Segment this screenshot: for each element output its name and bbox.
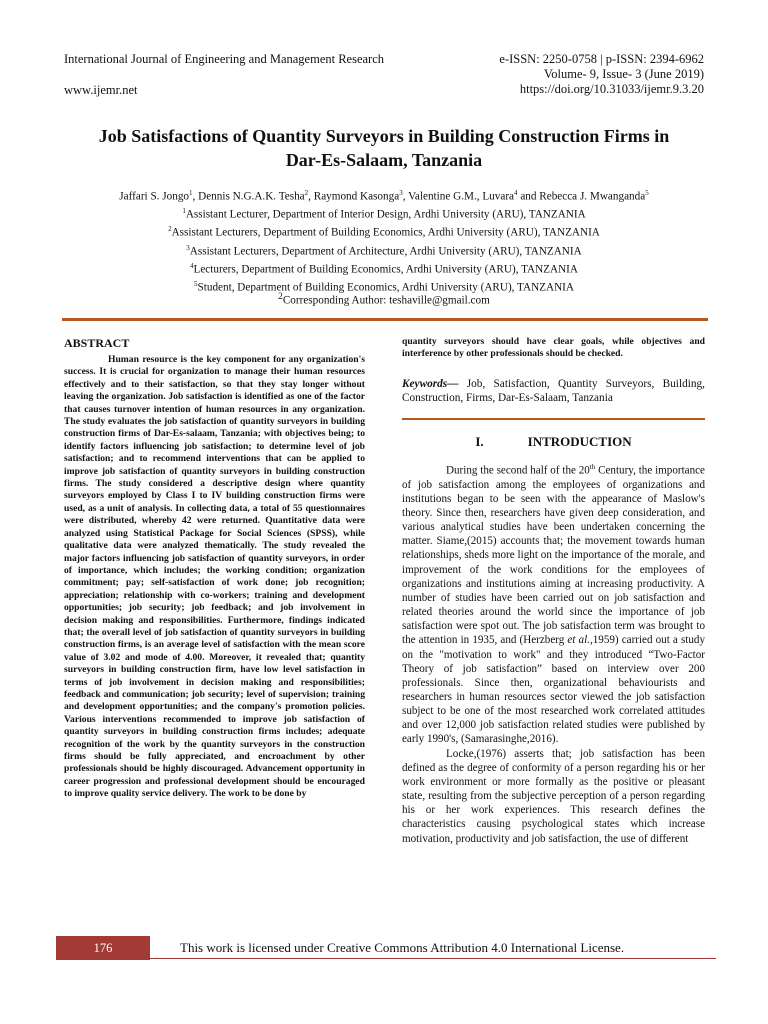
- author-name: , Dennis N.G.A.K. Tesha: [192, 190, 305, 203]
- abstract-heading: ABSTRACT: [64, 336, 130, 350]
- footer-rule: [150, 958, 716, 959]
- intro-paragraph-1: [402, 460, 705, 747]
- page-number: 176: [56, 936, 150, 960]
- author-marker: 3: [399, 189, 403, 197]
- affiliation-marker: 4: [190, 261, 194, 270]
- ordinal-suffix: th: [589, 462, 596, 471]
- keywords: [402, 377, 705, 405]
- author-name: and Rebecca J. Mwanganda: [517, 190, 646, 203]
- section-divider: [402, 418, 705, 420]
- section-heading: [402, 434, 705, 450]
- journal-website[interactable]: www.ijemr.net: [64, 83, 138, 97]
- corresponding-author: [60, 292, 708, 307]
- abstract-text: Human resource is the key component for any organization's success. It is crucial for organization to manage their human resources effectively and to their satisfaction, so that they stay longer without leaving the organization. Job satisfaction is identified as one of the factor that causes turnover intention of human resources in any organization. The study evaluates the job satisfaction of quantity surveyors in building construction firms of Dar-Es-salaam, Tanzania; with objectives being; to identify factors influencing job satisfaction; to determine level of job satisfaction; and to recommend interventions that can be applied to improve job satisfaction of quantity surveyors in building construction firms. The study considered a descriptive design where quantity surveyors employed by Class I to IV building construction firms were used, as a unit of analysis. In collecting data, a total of 55 questionnaires were distributed, whereby 42 were returned. Quantitative data were analyzed using Statistical Package for Social Sciences (SPSS), while qualitative data were analyzed thematically. The study revealed the major factors influencing job satisfaction of quantity surveyors, in order of importance, which includes; the working condition; organization commitment; pay; self-satisfaction of work done; job recognition; appreciation; relationship with co-workers; training and development opportunities; job security; job feedback; and job involvement in decision making and responsibilities. Furthermore, findings indicated that; the overall level of job satisfaction of quantity surveyors in building construction firms, is an average level of satisfaction with the mean score value of 3.02 and mode of 4.00. Moreover, it revealed that; quantity surveyors in building construction firm, have low level satisfaction in terms of job involvement in decision making and responsibilities; feedback and communication; job security; level of supervision; training and development opportunities; and the company's promotion policies. Various interventions recommended to improve job satisfaction of quantity surveyors in building construction firms includes; adequate recognition of the work by the quantity surveyors in the construction firms should be fully appreciated, and encroachment by other professionals should be highly discouraged. Advancement opportunity in career progression and professional development should be encouraged to improve quality service delivery. The work to be done by: [64, 354, 365, 800]
- page-footer: [56, 936, 716, 960]
- abstract-continued: quantity surveyors should have clear goals, while objectives and interference by other professionals should be checked.: [402, 336, 705, 360]
- text-run: During the second half of the 20: [446, 464, 590, 477]
- affiliation: [60, 259, 708, 277]
- author-block: [60, 186, 708, 295]
- affiliation-text: Student, Department of Building Economics, Ardhi University (ARU), TANZANIA: [197, 281, 574, 294]
- affiliation-text: Assistant Lecturers, Department of Building Economics, Ardhi University (ARU), TANZANIA: [171, 227, 600, 240]
- license-notice: This work is licensed under Creative Commons Attribution 4.0 International License.: [180, 940, 625, 955]
- issn: e-ISSN: 2250-0758 | p-ISSN: 2394-6962: [499, 52, 704, 66]
- text-run: ,1959) carried out a study on the "motivation to work" and they introduced “Two-Factor Theory of job satisfaction” based on interview over 200 professionals. Since then, organizational behaviourists and researchers in human resources sector viewed the job satisfaction subject to be one of the most researched work correlated attitudes and over 12,000 job satisfaction related studies were published by early 1990's, (Samarasinghe,2016).: [402, 634, 705, 746]
- volume-issue: Volume- 9, Issue- 3 (June 2019): [543, 67, 704, 81]
- affiliation-marker: 2: [168, 225, 172, 234]
- paper-title-line-2: Dar-Es-Salaam, Tanzania: [285, 150, 483, 170]
- affiliation: [60, 204, 708, 222]
- affiliation: [60, 222, 708, 240]
- author-name: Jaffari S. Jongo: [119, 190, 190, 203]
- right-column: [402, 336, 705, 846]
- header-divider: [62, 318, 708, 321]
- affiliation: [60, 241, 708, 259]
- affiliation-marker: 3: [186, 243, 190, 252]
- author-name: , Raymond Kasonga: [308, 190, 400, 203]
- paper-title-line-1: Job Satisfactions of Quantity Surveyors in Building Construction Firms in: [98, 126, 670, 146]
- author-marker: 4: [514, 189, 518, 197]
- affiliation-text: Lecturers, Department of Building Economics, Ardhi University (ARU), TANZANIA: [193, 263, 578, 276]
- left-column: [64, 336, 365, 801]
- affiliation-text: Assistant Lecturer, Department of Interior Design, Ardhi University (ARU), TANZANIA: [185, 208, 586, 221]
- text-run: Century, the importance of job satisfaction among the employees of organizations and institutions began to be seen with the appearance of Maslow's theory. Since then, researchers have given deep consideration, and various analytical studies have been undertaken concerning the matter. Siame,(2015) accounts that; the movement towards human relationships, sheds more light on the importance of the morale, and improvement of the work conditions for the employees of organizations and institutions aiming at increasing productivity. A number of studies have been carried out on job satisfaction and related theories around the world since the importance of job satisfaction were spot out. The job satisfaction term was brought to the attention in 1935, and (Herzberg: [402, 464, 705, 647]
- paper-title: [40, 124, 728, 172]
- text-run-italic: et al.: [567, 634, 590, 647]
- affiliation-marker: 5: [194, 280, 198, 289]
- corresponding-marker: 2: [278, 292, 283, 302]
- corresponding-text: Corresponding Author: teshaville@gmail.com: [282, 294, 490, 307]
- author-list: [60, 186, 708, 204]
- doi-link[interactable]: https://doi.org/10.31033/ijemr.9.3.20: [519, 82, 704, 96]
- intro-paragraph-2: Locke,(1976) asserts that; job satisfaction has been defined as the degree of conformity of a person regarding his or her work environment or more formally as the positive or pleasant state, resulting from the subjective perception of a person regarding his or her work experiences. This research defines the characteristics causing psychological states which increase motivation, productivity and job satisfaction, the use of different: [402, 747, 705, 845]
- author-marker: 2: [304, 189, 309, 197]
- author-marker: 5: [645, 189, 649, 197]
- affiliation-text: Assistant Lecturers, Department of Architecture, Ardhi University (ARU), TANZANIA: [189, 245, 582, 258]
- section-title: INTRODUCTION: [527, 433, 632, 449]
- author-marker: 1: [189, 189, 193, 197]
- author-name: , Valentine G.M., Luvara: [402, 190, 515, 203]
- keywords-label: Keywords—: [402, 377, 459, 390]
- section-number: I.: [475, 433, 484, 449]
- journal-name: International Journal of Engineering and Management Research: [64, 52, 385, 66]
- affiliation-marker: 1: [182, 207, 186, 216]
- running-header-right: [499, 52, 704, 97]
- keywords-text: Job, Satisfaction, Quantity Surveyors, Building, Construction, Firms, Dar-Es-Salaam, Tanzania: [402, 377, 705, 404]
- running-header-left: [64, 52, 384, 98]
- introduction-body: [402, 460, 705, 846]
